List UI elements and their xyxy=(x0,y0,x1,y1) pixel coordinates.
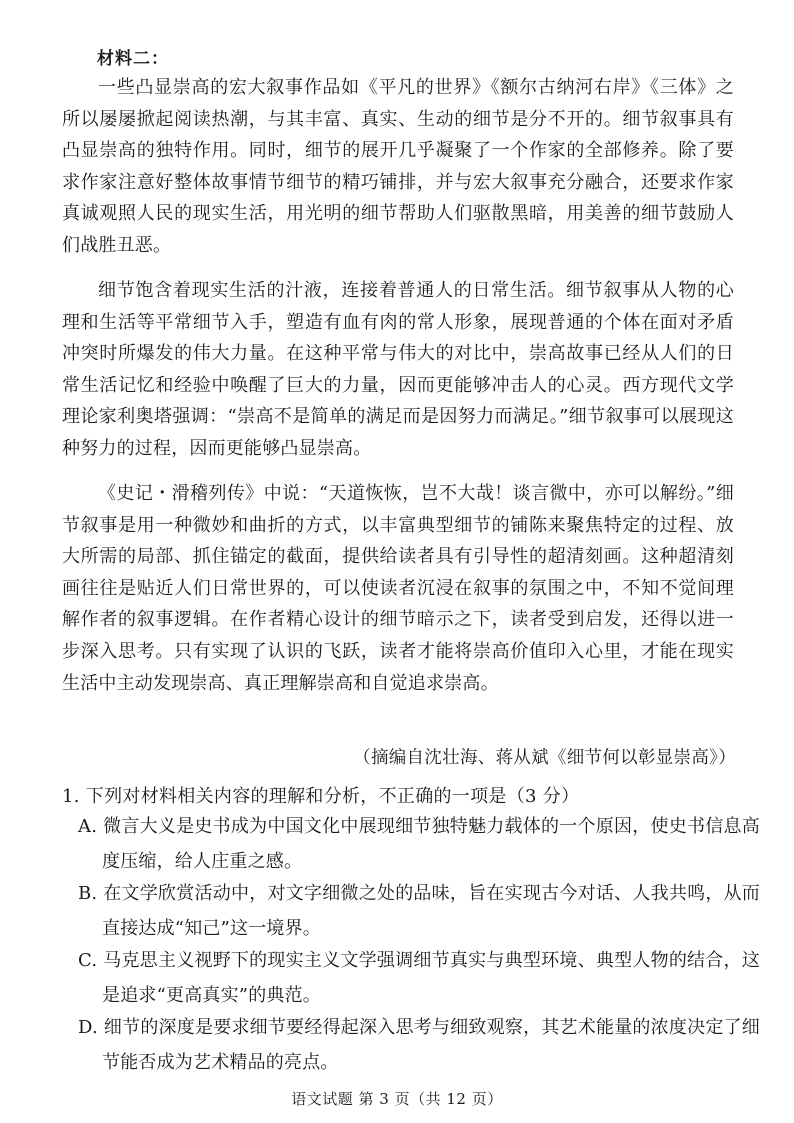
option-b: B. 在文学欣赏活动中，对文字细微之处的品味，旨在实现古今对话、人我共鸣，从而直接达成“知己”这一境界。 xyxy=(78,883,760,939)
material-source: （摘编自沈壮海、蒋从斌《细节何以彰显崇高》） xyxy=(353,748,736,768)
option-c: C. 马克思主义视野下的现实主义文学强调细节真实与典型环境、典型人物的结合，这是追求“更高真实”的典范。 xyxy=(78,950,760,1006)
material-paragraph-3: 《史记・滑稽列传》中说：“天道恢恢，岂不大哉！谈言微中，亦可以解纷。”细节叙事是用一种微妙和曲折的方式，以丰富典型细节的铺陈来聚焦特定的过程、放大所需的局部、抓住锚定的截面，提供给读者具有引导性的超清刻画。这种超清刻画往往是贴近人们日常世界的，可以使读者沉浸在叙事的氛围之中，不知不觉间理解作者的叙事逻辑。在作者精心设计的细节暗示之下，读者受到启发，还得以进一步深入思考。只有实现了认识的飞跃，读者才能将崇高价值印入心里，才能在现实生活中主动发现崇高、真正理解崇高和自觉追求崇高。 xyxy=(62,483,734,694)
material-paragraph-2: 细节饱含着现实生活的汁液，连接着普通人的日常生活。细节叙事从人物的心理和生活等平常细节入手，塑造有血有肉的常人形象，展现普通的个体在面对矛盾冲突时所爆发的伟大力量。在这种平常与伟大的对比中，崇高故事已经从人们的日常生活记忆和经验中唤醒了巨大的力量，因而更能够冲击人的心灵。西方现代文学理论家利奥塔强调：“崇高不是简单的满足而是因努力而满足。”细节叙事可以展现这种努力的过程，因而更能够凸显崇高。 xyxy=(62,280,734,459)
material-heading: 材料二： xyxy=(97,49,169,69)
material-paragraph-1: 一些凸显崇高的宏大叙事作品如《平凡的世界》《额尔古纳河右岸》《三体》之所以屡屡掀起阅读热潮，与其丰富、真实、生动的细节是分不开的。细节叙事具有凸显崇高的独特作用。同时，细节的展开几乎凝聚了一个作家的全部修养。除了要求作家注意好整体故事情节细节的精巧铺排，并与宏大叙事充分融合，还要求作家真诚观照人民的现实生活，用光明的细节帮助人们驱散黑暗，用美善的细节鼓励人们战胜丑恶。 xyxy=(62,77,734,256)
question-stem: 1. 下列对材料相关内容的理解和分析，不正确的一项是（3 分） xyxy=(62,786,580,807)
page-footer: 语文试题 第 3 页（共 12 页） xyxy=(291,1090,503,1108)
option-d: D. 细节的深度是要求细节要经得起深入思考与细致观察，其艺术能量的浓度决定了细节能否成为艺术精品的亮点。 xyxy=(78,1017,760,1073)
option-a: A. 微言大义是史书成为中国文化中展现细节独特魅力载体的一个原因，使史书信息高度压缩，给人庄重之感。 xyxy=(78,816,760,872)
